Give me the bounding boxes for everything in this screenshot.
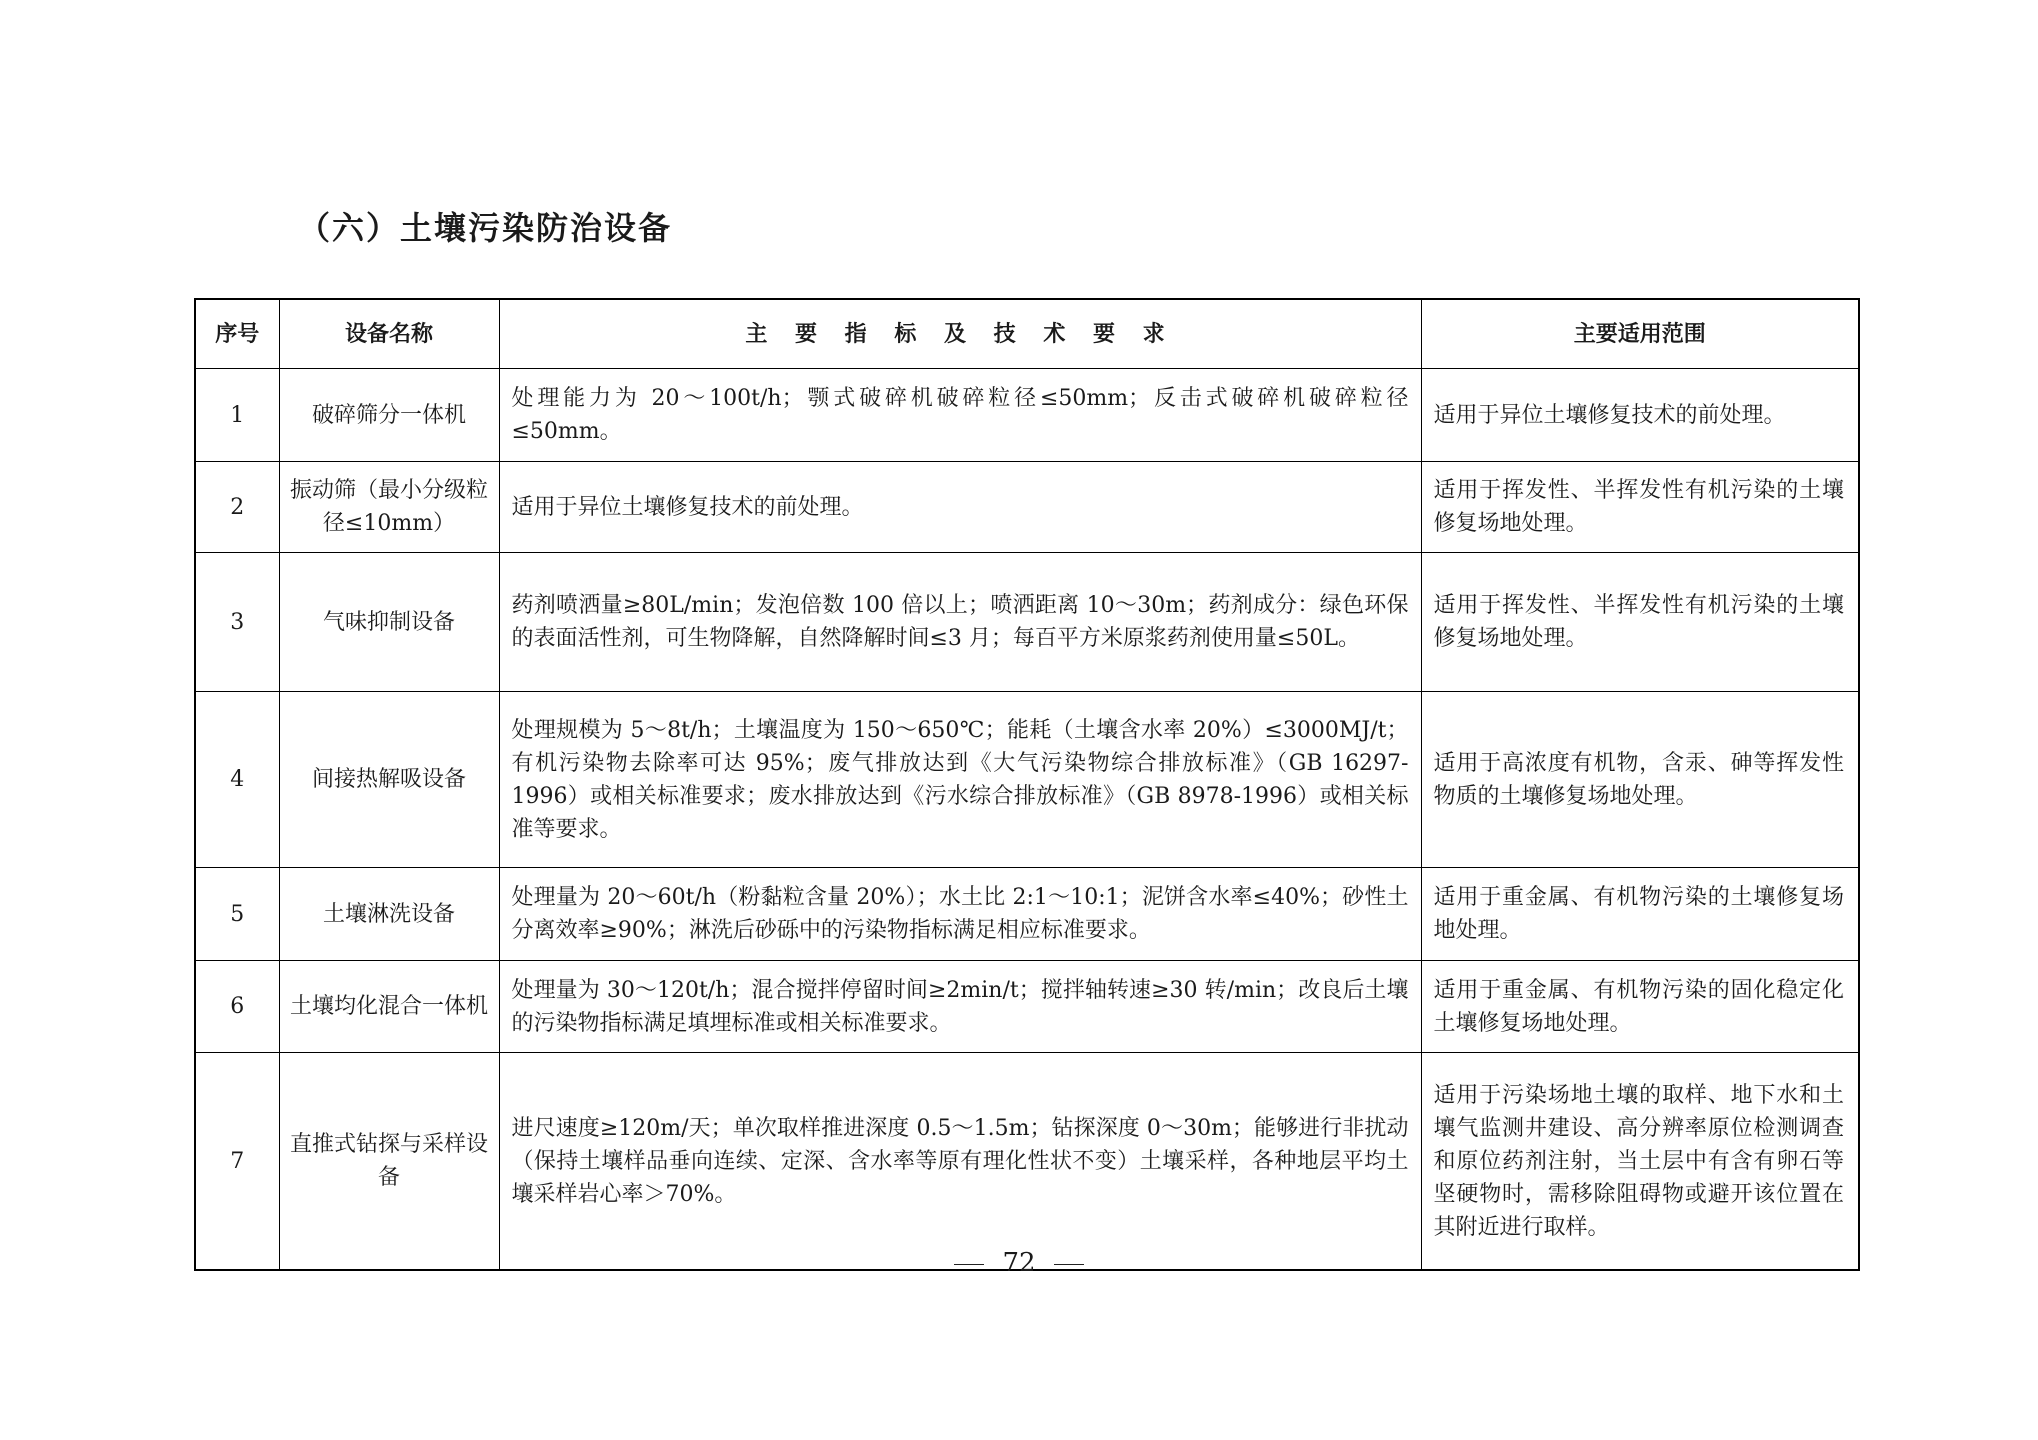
row-equipment-name: 气味抑制设备 — [279, 553, 499, 692]
row-scope: 适用于污染场地土壤的取样、地下水和土壤气监测井建设、高分辨率原位检测调查和原位药剂注射，当土层中有含有卵石等坚硬物时，需移除阻碍物或避开该位置在其附近进行取样。 — [1421, 1053, 1859, 1271]
row-scope: 适用于异位土壤修复技术的前处理。 — [1421, 369, 1859, 462]
row-index: 5 — [195, 868, 279, 961]
row-requirements: 处理量为 20～60t/h（粉黏粒含量 20%）；水土比 2:1～10:1；泥饼含水率≤40%；砂性土分离效率≥90%；淋洗后砂砾中的污染物指标满足相应标准要求。 — [499, 868, 1421, 961]
row-requirements: 药剂喷洒量≥80L/min；发泡倍数 100 倍以上；喷洒距离 10～30m；药剂成分：绿色环保的表面活性剂，可生物降解，自然降解时间≤3 月；每百平方米原浆药剂使用量≤50L。 — [499, 553, 1421, 692]
header-scope: 主要适用范围 — [1421, 299, 1859, 369]
row-equipment-name: 直推式钻探与采样设备 — [279, 1053, 499, 1271]
section-title: （六）土壤污染防治设备 — [298, 209, 673, 247]
page-number-dash-left — [954, 1264, 984, 1265]
table-row — [195, 692, 1859, 868]
row-equipment-name: 土壤淋洗设备 — [279, 868, 499, 961]
row-equipment-name: 土壤均化混合一体机 — [279, 961, 499, 1053]
row-requirements: 处理能力为 20～100t/h；颚式破碎机破碎粒径≤50mm；反击式破碎机破碎粒径≤50mm。 — [499, 369, 1421, 462]
page-number-dash-right — [1054, 1264, 1084, 1265]
row-requirements: 处理量为 30～120t/h；混合搅拌停留时间≥2min/t；搅拌轴转速≥30 转/min；改良后土壤的污染物指标满足填埋标准或相关标准要求。 — [499, 961, 1421, 1053]
row-requirements: 进尺速度≥120m/天；单次取样推进深度 0.5～1.5m；钻探深度 0～30m；能够进行非扰动（保持土壤样品垂向连续、定深、含水率等原有理化性状不变）土壤采样，各种地层平均土壤采样岩心率＞70%。 — [499, 1053, 1421, 1271]
row-equipment-name: 间接热解吸设备 — [279, 692, 499, 868]
row-scope: 适用于挥发性、半挥发性有机污染的土壤修复场地处理。 — [1421, 553, 1859, 692]
row-index: 3 — [195, 553, 279, 692]
row-index: 2 — [195, 462, 279, 553]
row-requirements: 适用于异位土壤修复技术的前处理。 — [499, 462, 1421, 553]
row-requirements: 处理规模为 5～8t/h；土壤温度为 150～650℃；能耗（土壤含水率 20%）≤3000MJ/t；有机污染物去除率可达 95%；废气排放达到《大气污染物综合排放标准》（GB 16297-1996）或相关标准要求；废水排放达到《污水综合排放标准》（GB 8978-1996）或相关标准等要求。 — [499, 692, 1421, 868]
table-row — [195, 369, 1859, 462]
table-row — [195, 553, 1859, 692]
page-number — [0, 1248, 2038, 1278]
row-index: 1 — [195, 369, 279, 462]
table-row — [195, 868, 1859, 961]
equipment-table — [194, 298, 1860, 1271]
row-scope: 适用于重金属、有机物污染的土壤修复场地处理。 — [1421, 868, 1859, 961]
row-index: 4 — [195, 692, 279, 868]
row-scope: 适用于高浓度有机物，含汞、砷等挥发性物质的土壤修复场地处理。 — [1421, 692, 1859, 868]
row-equipment-name: 振动筛（最小分级粒径≤10mm） — [279, 462, 499, 553]
table-row — [195, 1053, 1859, 1271]
row-equipment-name: 破碎筛分一体机 — [279, 369, 499, 462]
row-index: 7 — [195, 1053, 279, 1271]
header-index: 序号 — [195, 299, 279, 369]
page-number-text: 72 — [1002, 1248, 1036, 1278]
table-row — [195, 462, 1859, 553]
row-scope: 适用于挥发性、半挥发性有机污染的土壤修复场地处理。 — [1421, 462, 1859, 553]
row-index: 6 — [195, 961, 279, 1053]
header-requirements: 主 要 指 标 及 技 术 要 求 — [499, 299, 1421, 369]
row-scope: 适用于重金属、有机物污染的固化稳定化土壤修复场地处理。 — [1421, 961, 1859, 1053]
table-header-row — [195, 299, 1859, 369]
table-row — [195, 961, 1859, 1053]
header-name: 设备名称 — [279, 299, 499, 369]
